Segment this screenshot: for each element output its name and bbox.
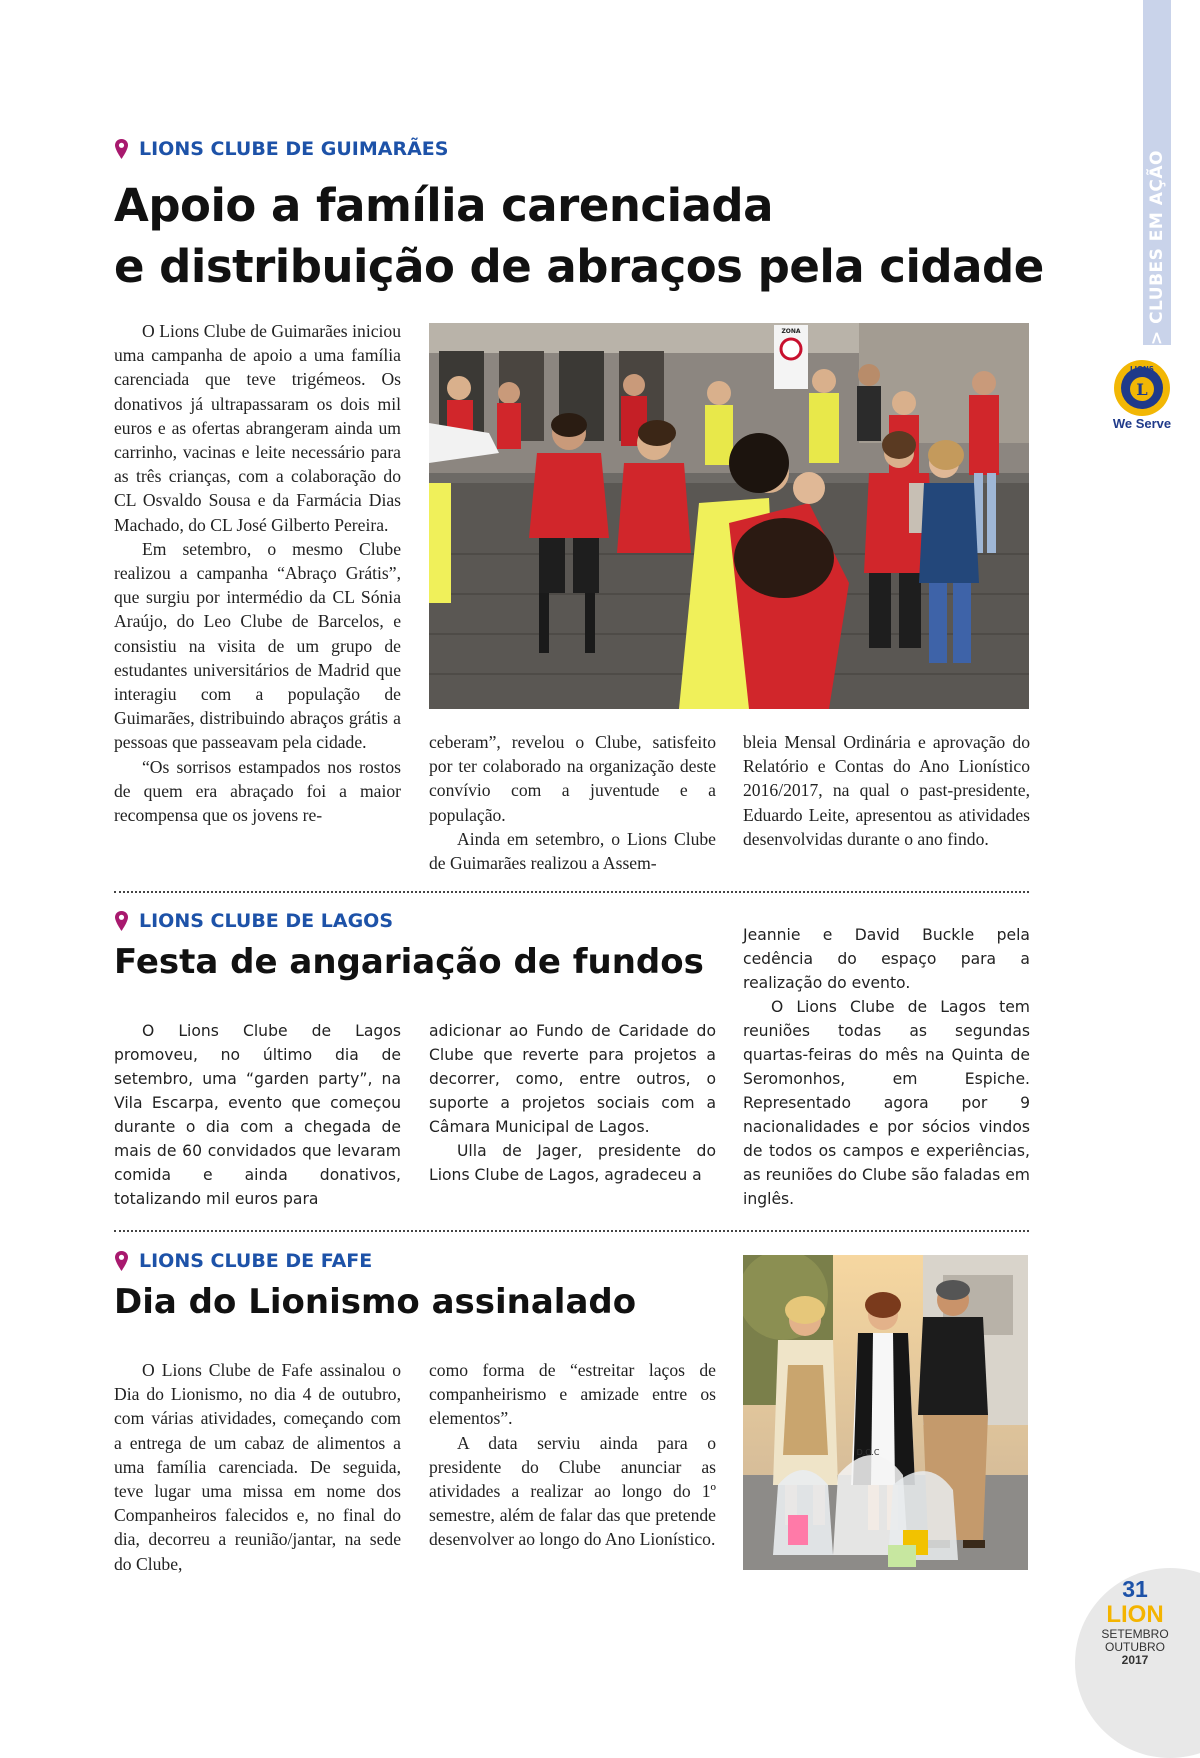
article1-paragraph: ceberam”, revelou o Clube, satisfeito por ter colaborado na organização deste convívio com a juventude e a população. xyxy=(429,732,716,825)
article3-title: Dia do Lionismo assinalado xyxy=(114,1282,637,1322)
issue-month1: SETEMBRO xyxy=(1101,1627,1169,1641)
article2-paragraph: O Lions Clube de Lagos tem reuniões todas as segundas quartas-feiras do mês na Quinta de Seromonhos, em Espiche. Representado agora por 9 nacionalidades e por sócios vindos de todos os campos e experiências, as reuniões do Clube são faladas em inglês. xyxy=(743,998,1030,1208)
article1-paragraph: “Os sorrisos estampados nos rostos de quem era abraçado foi a maior recompensa que os jovens re- xyxy=(114,756,401,826)
article1-photo xyxy=(429,323,1029,709)
club-members-illustration xyxy=(743,1255,1028,1570)
lions-logo xyxy=(1112,358,1172,418)
article3-paragraph: A data serviu ainda para o presidente do Clube anunciar as atividades a realizar ao longo do 1º semestre, além de falar das que pretende desenvolver ao longo do Ano Lionístico. xyxy=(429,1432,716,1550)
article3-club xyxy=(114,1250,372,1272)
logo-letter: L xyxy=(1136,380,1148,399)
students-hugging-illustration xyxy=(429,323,1029,709)
article2-paragraph: Jeannie e David Buckle pela cedência do espaço para a realização do evento. xyxy=(743,926,1030,992)
article3-column2 xyxy=(429,1358,716,1552)
logo-tagline: We Serve xyxy=(1112,416,1172,431)
article3-paragraph: O Lions Clube de Fafe assinalou o Dia do Lionismo, no dia 4 de outubro, com várias atividades, começando com a entrega de um cabaz de alimentos a uma família carenciada. De seguida, teve lugar uma missa em nome dos Companheiros falecidos e, no final do dia, decorreu a reunião/jantar, na sede do Clube, xyxy=(114,1360,401,1574)
location-pin-icon xyxy=(114,138,129,160)
article1-paragraph: O Lions Clube de Guimarães iniciou uma campanha de apoio a uma família carenciada que teve trigémeos. Os donativos já ultrapassaram os dois mil euros e as ofertas abrangeram ainda um carrinho, vacinas e leite necessário para as três crianças, com a colaboração do CL Osvaldo Sousa e da Farmácia Dias Machado, do CL José Gilberto Pereira. xyxy=(114,321,401,535)
magazine-name: LION xyxy=(1106,1601,1164,1628)
article3-column1 xyxy=(114,1358,401,1576)
issue-month2: OUTUBRO xyxy=(1105,1640,1165,1654)
issue-year: 2017 xyxy=(1121,1653,1149,1667)
bag-label-text: D.O.C xyxy=(856,1448,880,1457)
article2-paragraph: Ulla de Jager, presidente do Lions Clube de Lagos, agradeceu a xyxy=(429,1142,716,1184)
article1-title-line1: Apoio a família carenciada xyxy=(114,179,773,232)
article1-column1 xyxy=(114,319,401,827)
section-divider xyxy=(114,1230,1029,1232)
location-pin-icon xyxy=(114,910,129,932)
article1-title xyxy=(114,175,1044,297)
article3-paragraph: como forma de “estreitar laços de companheirismo e amizade entre os elementos”. xyxy=(429,1360,716,1429)
article2-title: Festa de angariação de fundos xyxy=(114,942,704,982)
logo-ring-text: LIONS xyxy=(1130,365,1154,373)
article2-column3 xyxy=(743,923,1030,1211)
article2-club-name: LIONS CLUBE DE LAGOS xyxy=(139,910,394,932)
page-footer xyxy=(1090,1576,1180,1667)
page-number: 31 xyxy=(1122,1576,1148,1602)
article1-club xyxy=(114,138,448,160)
location-pin-icon xyxy=(114,1250,129,1272)
article1-title-line2: e distribuição de abraços pela cidade xyxy=(114,240,1044,293)
article1-paragraph: bleia Mensal Ordinária e aprovação do Relatório e Contas do Ano Lionístico 2016/2017, na qual o past-presidente, Eduardo Leite, apresentou as atividades desenvolvidas durante o ano findo. xyxy=(743,732,1030,849)
article3-club-name: LIONS CLUBE DE FAFE xyxy=(139,1250,373,1272)
article2-paragraph: adicionar ao Fundo de Caridade do Clube que reverte para projetos a decorrer, como, entre outros, o suporte a projetos sociais com a Câmara Municipal de Lagos. xyxy=(429,1022,716,1136)
article1-column2 xyxy=(429,730,716,875)
article2-club xyxy=(114,910,393,932)
section-tab-label: > CLUBES EM AÇÃO xyxy=(1147,149,1167,345)
section-divider xyxy=(114,891,1029,893)
article1-column3 xyxy=(743,730,1030,851)
article1-club-name: LIONS CLUBE DE GUIMARÃES xyxy=(139,138,449,160)
article3-photo xyxy=(743,1255,1028,1570)
article1-paragraph: Ainda em setembro, o Lions Clube de Guimarães realizou a Assem- xyxy=(429,828,716,874)
article1-paragraph: Em setembro, o mesmo Clube realizou a campanha “Abraço Grátis”, que surgiu por intermédio da CL Sónia Araújo, do Leo Clube de Barcelos, e consistiu na visita de um grupo de estudantes universitários de Madrid que interagiu com a população de Guimarães, distribuindo abraços grátis a pessoas que passeavam pela cidade. xyxy=(114,538,401,753)
article2-column2 xyxy=(429,1019,716,1187)
article2-paragraph: O Lions Clube de Lagos promoveu, no último dia de setembro, uma “garden party”, na Vila Escarpa, evento que começou durante o dia com a chegada de mais de 60 convidados que levaram comida e ainda donativos, totalizando mil euros para xyxy=(114,1022,401,1208)
article2-column1 xyxy=(114,1019,401,1211)
road-sign-text: ZONA xyxy=(781,328,801,335)
section-tab-label-wrap xyxy=(1143,0,1171,345)
